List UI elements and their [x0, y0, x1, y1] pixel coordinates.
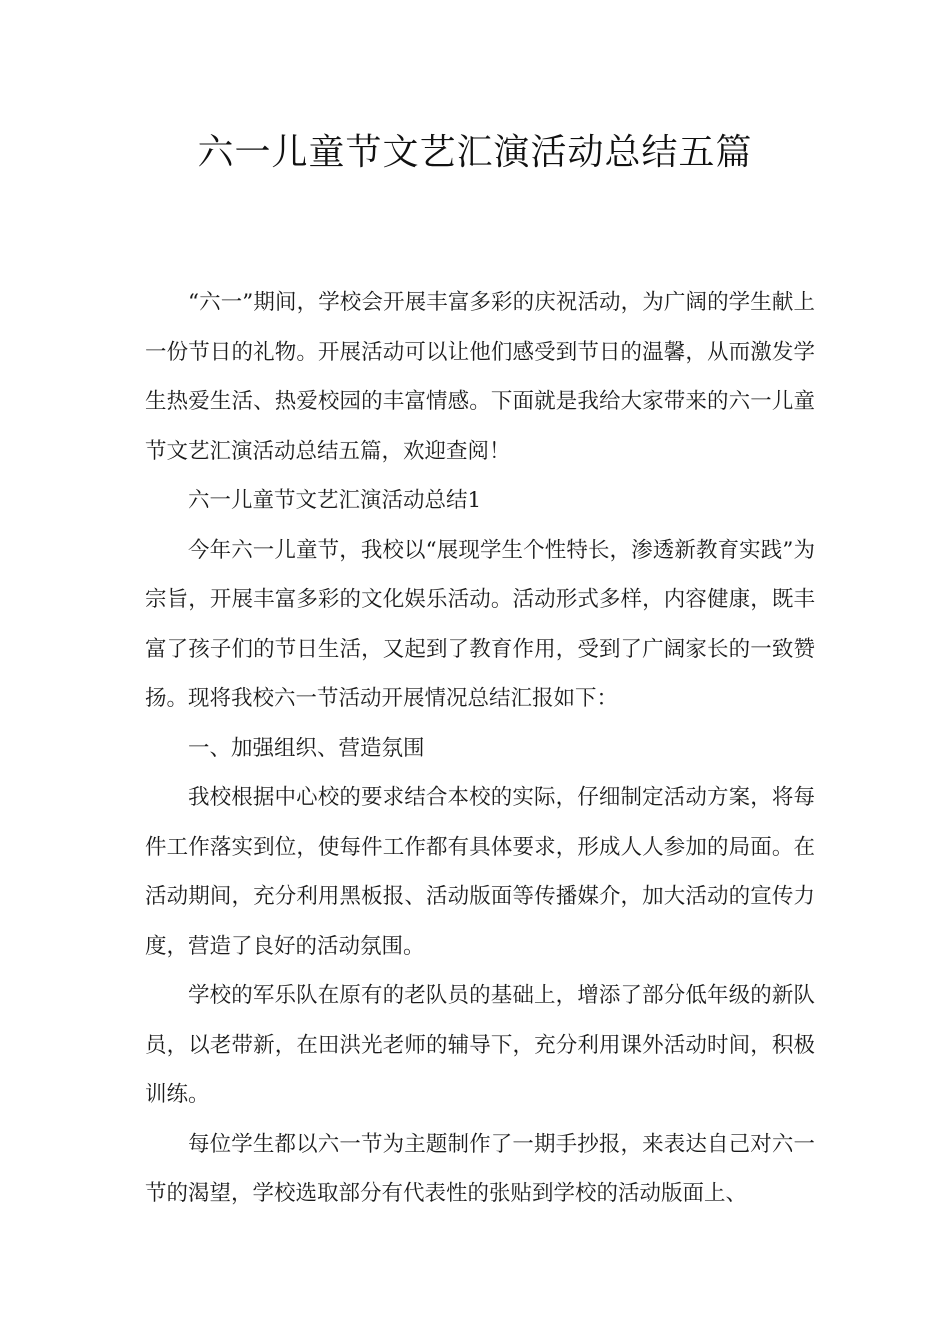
body-paragraph: 学校的军乐队在原有的老队员的基础上，增添了部分低年级的新队员，以老带新，在田洪光老师的辅导下，充分利用课外活动时间，积极训练。 — [145, 983, 815, 1107]
body-paragraph: 每位学生都以六一节为主题制作了一期手抄报，来表达自己对六一节的渴望，学校选取部分有代表性的张贴到学校的活动版面上、 — [145, 1131, 815, 1206]
section-heading: 六一儿童节文艺汇演活动总结1 — [188, 488, 482, 513]
body-paragraph: 我校根据中心校的要求结合本校的实际，仔细制定活动方案，将每件工作落实到位，使每件工作都有具体要求，形成人人参加的局面。在活动期间，充分利用黑板报、活动版面等传播媒介，加大活动的宣传力度，营造了良好的活动氛围。 — [145, 785, 815, 959]
subsection-heading: 一、加强组织、营造氛围 — [188, 735, 425, 761]
document-title: 六一儿童节文艺汇演活动总结五篇 — [197, 132, 753, 173]
document-body — [145, 278, 815, 1219]
intro-paragraph: “六一”期间，学校会开展丰富多彩的庆祝活动，为广阔的学生献上一份节日的礼物。开展活动可以让他们感受到节日的温馨，从而激发学生热爱生活、热爱校园的丰富情感。下面就是我给大家带来的六一儿童节文艺汇演活动总结五篇，欢迎查阅！ — [145, 290, 815, 464]
body-paragraph: 今年六一儿童节，我校以“展现学生个性特长，渗透新教育实践”为宗旨，开展丰富多彩的文化娱乐活动。活动形式多样，内容健康，既丰富了孩子们的节日生活，又起到了教育作用，受到了广阔家长的一致赞扬。现将我校六一节活动开展情况总结汇报如下： — [145, 537, 815, 711]
